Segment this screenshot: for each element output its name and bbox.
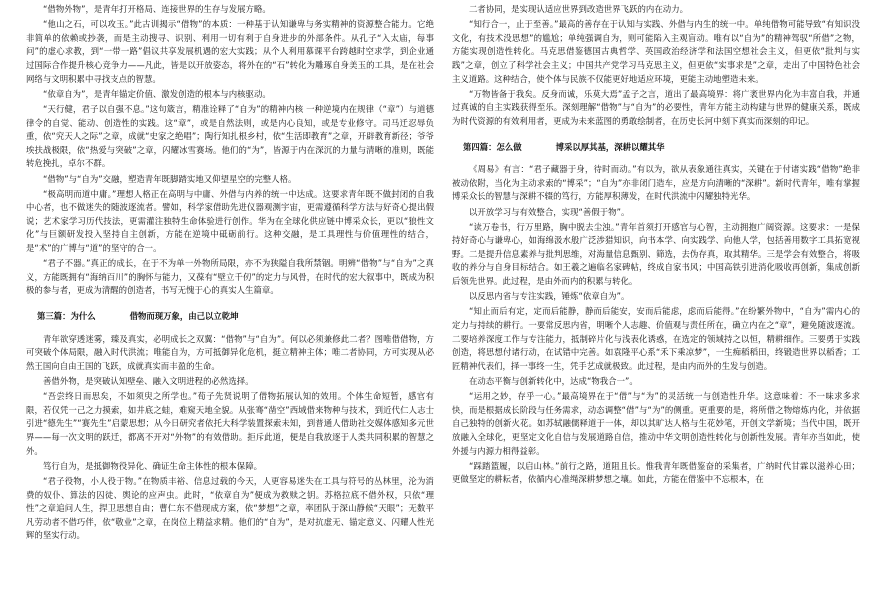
body-paragraph: 笃行自为，是抵御物役异化、确证生命主体性的根本保障。 [43, 460, 263, 471]
body-paragraph: “万物皆备于我矣。反身而诚，乐莫大焉”孟子之言，道出了最高境界：将广袤世界内化为丰富自我，并通过真诚的自主实践获得至乐。深刻理解“借物”与“自为”的必要性，青年方能主动构建与世界的健康关系，既成为时代资源的有效利用者，更成为未来蓝图的勇敢绘制者，在历史长河中刻下真实而深刻的印记。 [452, 88, 860, 126]
body-paragraph: 《周易》有言：“君子藏器于身，待时而动。”有以为，欲从表象通往真实，关键在于付诸实践“借物”绝非被动依附，当化为主动求索的“博采”；“自为”亦非闭门造车，应是方向清晰的“深耕”。新时代青年，唯有掌握博采众长的智慧与深耕不辍的笃行，方能厚积薄发，在时代洪流中闪耀独特光华。 [452, 164, 860, 202]
body-paragraph: 以开放学习与有效整合，实现“善假于物”。 [469, 206, 630, 217]
body-paragraph: “君子不器。”真正的成长，在于不为单一外物所局限，亦不为狭隘自我所禁锢。明辨“借物”与“自为”之真义，方能既拥有“海纳百川”的胸怀与能力，又葆有“壁立千仞”的定力与风骨，在时代的宏大叙事中，既成为积极的参与者，更成为清醒的创造者，书写无愧于心的真实人生篇章。 [26, 258, 434, 296]
left-column [26, 3, 434, 611]
body-paragraph: “依章自为”，是青年锚定价值、激发创造的根本与内核驱动。 [43, 88, 271, 99]
section-heading [452, 141, 860, 155]
section-subtitle: 博采以厚其基，深耕以耀其华 [555, 141, 665, 152]
section-title: 第四篇：怎么做 [463, 141, 522, 152]
body-paragraph: “借物”与“自为”交融，塑造青年既脚踏实地又仰望星空的完整人格。 [43, 173, 297, 184]
body-paragraph: “吾尝终日而思矣，不如须臾之所学也。”荀子先贤说明了借物拓展认知的效用。个体生命短暂，感官有限，若仅凭一己之力摸索，如井底之蛙，难窥天地全貌。从张骞“凿空”西域借来物种与技术，到近代仁人志士引进“德先生”“赛先生”启蒙思想；从今日研究者依托大科学装置探索未知，到普通人借助社交媒体感知多元世界——每一次文明的跃迁，都离不开对“外物”的有效借助。拒斥此道，便是自我放逐于人类共同积累的智慧之外。 [26, 391, 434, 456]
body-paragraph: 在动态平衡与创新转化中，达成“物我合一”。 [469, 376, 638, 386]
body-paragraph: 青年欲穿透迷雾，臻及真实，必明成长之双翼：“借物”与“自为”。何以必须兼修此二者？图唯借借物，方可突破个体局限，融入时代洪流；唯能自为，方可抵御异化危机，挺立精神主体；唯二者协同，方可实现从必然王国向自由王国的飞跃，成就真实而丰盈的生命。 [26, 333, 434, 371]
body-paragraph: “天行健，君子以自强不息。”这句箴言，精准诠释了“自为”的精神内核 一种逆境内在规律（“章”）与道德律令的自觉、能动、创造性的实践。这“章”，或是自然法则，或是内心良知，或是专业修守。司马迁忍辱负重，依“究天人之际”之章，成就“史家之绝唱”；陶行知扎根乡村，依“生活即教育”之章，开辟教育新径；爷爷埃扶战极限，依“热爱与突破”之章，闪耀冰雪赛场。他们的“为”，皆源于内在深沉的力量与清晰的准则，既能转危挽扎，卓尔不群。 [26, 103, 434, 169]
body-paragraph: “他山之石，可以攻玉。”此古训揭示“借物”的本质：一种基于认知谦卑与务实精神的资源整合能力。它绝非简单的依赖或抄袭，而是主动搜寻、识别、利用一切有利于自身进步的外部条件。从孔子“入太庙，每事问”的虚心求教，到“一带一路”倡议共享发展机遇的宏大实践；从个人利用慕课平台跨越时空求学，到企业通过国际合作提升核心竞争力——凡此，皆是以开放姿态，将外在的“石”转化为雕琢自身美玉的工具，是在社会网络与文明积累中寻找支点的智慧。 [26, 19, 434, 84]
body-paragraph: “读万卷书，行万里路，胸中脱去尘浊。”青年首须打开感官与心智，主动拥抱广阔资源。这要求：一是保持好奇心与谦卑心，如海绵汲水般广泛涉猎知识，向书本学、向实践学、向他人学，包括善用数字工具拓宽视野。二是提升信息素养与批判思维，对海量信息甄别、筛选，去伪存真，取其精华。三是学会有效整合，将吸收的养分与自身目标结合。如王羲之遍临名家碑帖，终成自家书风；中国高铁引进消化吸收再创新，集成创新后领先世界。此过程，是由外而内的积累与转化。 [452, 221, 860, 287]
section-title: 第三篇：为什么 [37, 311, 96, 322]
body-paragraph: “君子役物，小人役于物。”在物质丰裕、信息过载的今天，人更容易迷失在工具与符号的丛林里，沦为消费的奴仆、算法的囚徒、舆论的应声虫。此时，“依章自为”便成为救赎之钥。苏格拉底不借外权，只依“理性”之章追问人生，捍卫思想自由；曹仁东不借现成方案，依“梦想”之章，率团队于深山静候“天眼”；无数平凡劳动者不借巧伴，依“敬业”之章，在岗位上精益求精。他们的“自为”，是对抗虚无、锚定意义、闪耀人性光辉的坚实行动。 [26, 475, 434, 541]
body-paragraph: “极高明而道中庸。”理想人格正在高明与中庸、外借与内养的统一中达成。这要求青年既不做封闭的自我中心者，也不做迷失的随波逐流者。譬如，科学家借助先进仪器观测宇宙，更需遵循科学方法与好奇心提出假说；艺术家学习历代技法，更需灌注独特生命体验进行创作。华为在全球化供应链中博采众长，更以“狼性文化”与巨额研发投入坚持自主创新，方能在逆境中砥砺前行。这种交融，是工具理性与价值理性的结合，是“术”的广博与“道”的坚守的合一。 [26, 188, 434, 254]
body-paragraph: “运用之妙，存乎一心。”最高境界在于“借”与“为”的灵活统一与创造性升华。这意味着：不一味求多求快，而是根据成长阶段与任务需求，动态调整“借”与“为”的侧重。更重要的是，将所借之物熔炼内化，并依据自己独特的创新火花。如苏轼融儒释道于一体，却以其旷达人格与生花妙笔，开创文学新境；当代中国，既开放融入全球化，更坚定文化自信与发展道路自信，推动中华文明创造性转化与创新性发展。青年亦当如此，使外援与内源力相得益彰。 [452, 391, 860, 456]
body-paragraph: 二者协同，是实现认适应世界到改造世界飞跃的内在动力。 [469, 4, 689, 14]
body-paragraph: “知行合一，止于至善。”最高的善存在于认知与实践、外借与内生的统一中。单纯借物可能导致“有知识没文化，有技术没思想”的尴尬；单纯强调自为，则可能陷入主观盲动。唯有以“自为”的精神驾驭“所借”之物，方能实现创造性转化。马克思借鉴德国古典哲学、英国政治经济学和法国空想社会主义，但更依“批判与实践”之章，创立了科学社会主义；中国共产党学习马克思主义，但更依“实事求是”之章，走出了中国特色社会主义道路。这种结合，使个体与民族不仅能更好地适应环境，更能主动地塑造未来。 [452, 19, 860, 84]
body-paragraph: 以反思内省与专注实践，锤炼“依章自为”。 [469, 291, 630, 302]
section-subtitle: 借物而现万象，由己以立乾坤 [129, 311, 239, 322]
body-paragraph: “知止而后有定，定而后能静，静而后能安，安而后能虑，虑而后能得。”在纷繁外物中，“自为”需内心的定力与持续的耕行。一要常反思内省，明晰个人志趣、价值观与责任所在，确立内在之“章”，避免随波逐流。二要培养深度工作与专注能力，抵制碎片化与浅表化诱惑，在选定的领域持之以恒，精耕细作。三要勇于实践创造，将思想付诸行动，在试错中完善。如袁隆平心系“禾下乘凉梦”，一生痴稻稻田，终锻造世界以稻香；工匠精神代表们，择一事终一生，凭手艺成就极致。此过程，是由内而外的生发与创造。 [452, 306, 860, 371]
right-column [452, 3, 860, 611]
body-paragraph: “借物外物”，是青年打开格局、连接世界的生存与发展方略。 [43, 4, 271, 14]
body-paragraph: 善借外物，是突破认知壁垒、融入文明进程的必然选择。 [43, 376, 254, 386]
section-heading [26, 310, 434, 324]
body-paragraph: “踩踏篮履，以启山林。”前行之路，道阻且长。惟我青年既借鉴奋的采集者，广纳时代甘霖以滋养心田；更做坚定的耕耘者，依循内心准绳深耕梦想之壤。如此，方能在借鉴中不忘根本，在 [452, 460, 860, 485]
